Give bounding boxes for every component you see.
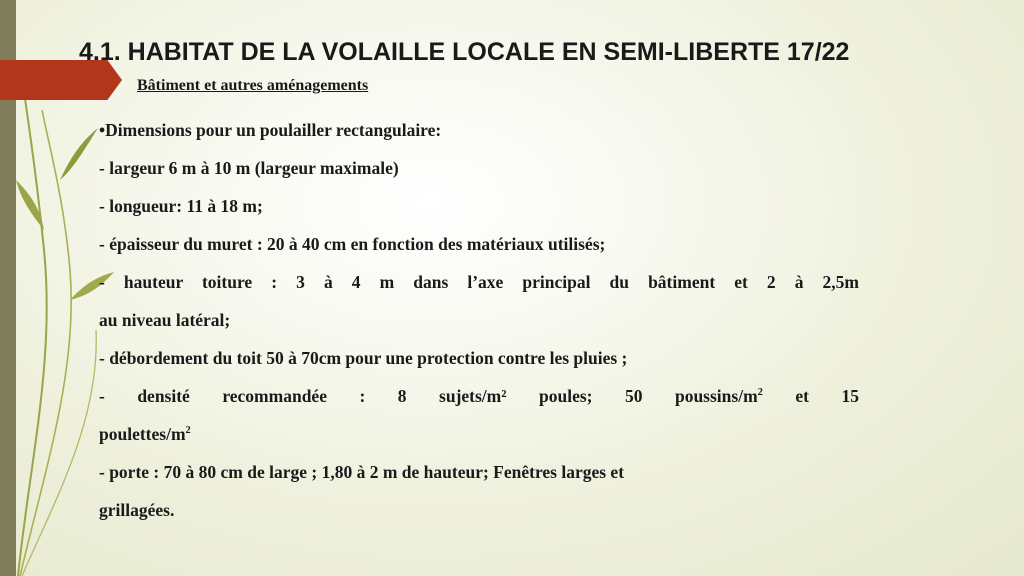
bullet-dimensions: •Dimensions pour un poulailler rectangulaire: — [99, 120, 442, 140]
line-poulettes — [99, 415, 859, 453]
line-longueur: - longueur: 11 à 18 m; — [99, 196, 263, 216]
line-densite — [99, 377, 859, 415]
slide-subtitle: Bâtiment et autres aménagements — [137, 77, 369, 94]
line-hauteur: - hauteur toiture : 3 à 4 m dans l’axe principal du bâtiment et 2 à 2,5m — [99, 272, 859, 292]
line-largeur: - largeur 6 m à 10 m (largeur maximale) — [99, 158, 399, 178]
poulettes-superscript: 2 — [185, 425, 191, 437]
line-hauteur-cont: au niveau latéral; — [99, 310, 231, 330]
poulettes-text: poulettes/m — [99, 424, 186, 444]
line-grillagees: grillagées. — [99, 500, 175, 520]
slide-title: 4.1. HABITAT DE LA VOLAILLE LOCALE EN SEMI-LIBERTE 17/22 — [79, 38, 850, 66]
line-porte: - porte : 70 à 80 cm de large ; 1,80 à 2 m de hauteur; Fenêtres larges et — [99, 462, 625, 482]
densite-superscript: 2 — [757, 387, 763, 399]
line-debordement: - débordement du toit 50 à 70cm pour une protection contre les pluies ; — [99, 348, 628, 368]
densite-text-end: et 15 — [762, 386, 859, 406]
densite-text: - densité recommandée : 8 sujets/m² poules; 50 poussins/m — [99, 386, 758, 406]
slide-body — [99, 111, 859, 529]
line-epaisseur: - épaisseur du muret : 20 à 40 cm en fonction des matériaux utilisés; — [99, 234, 606, 254]
